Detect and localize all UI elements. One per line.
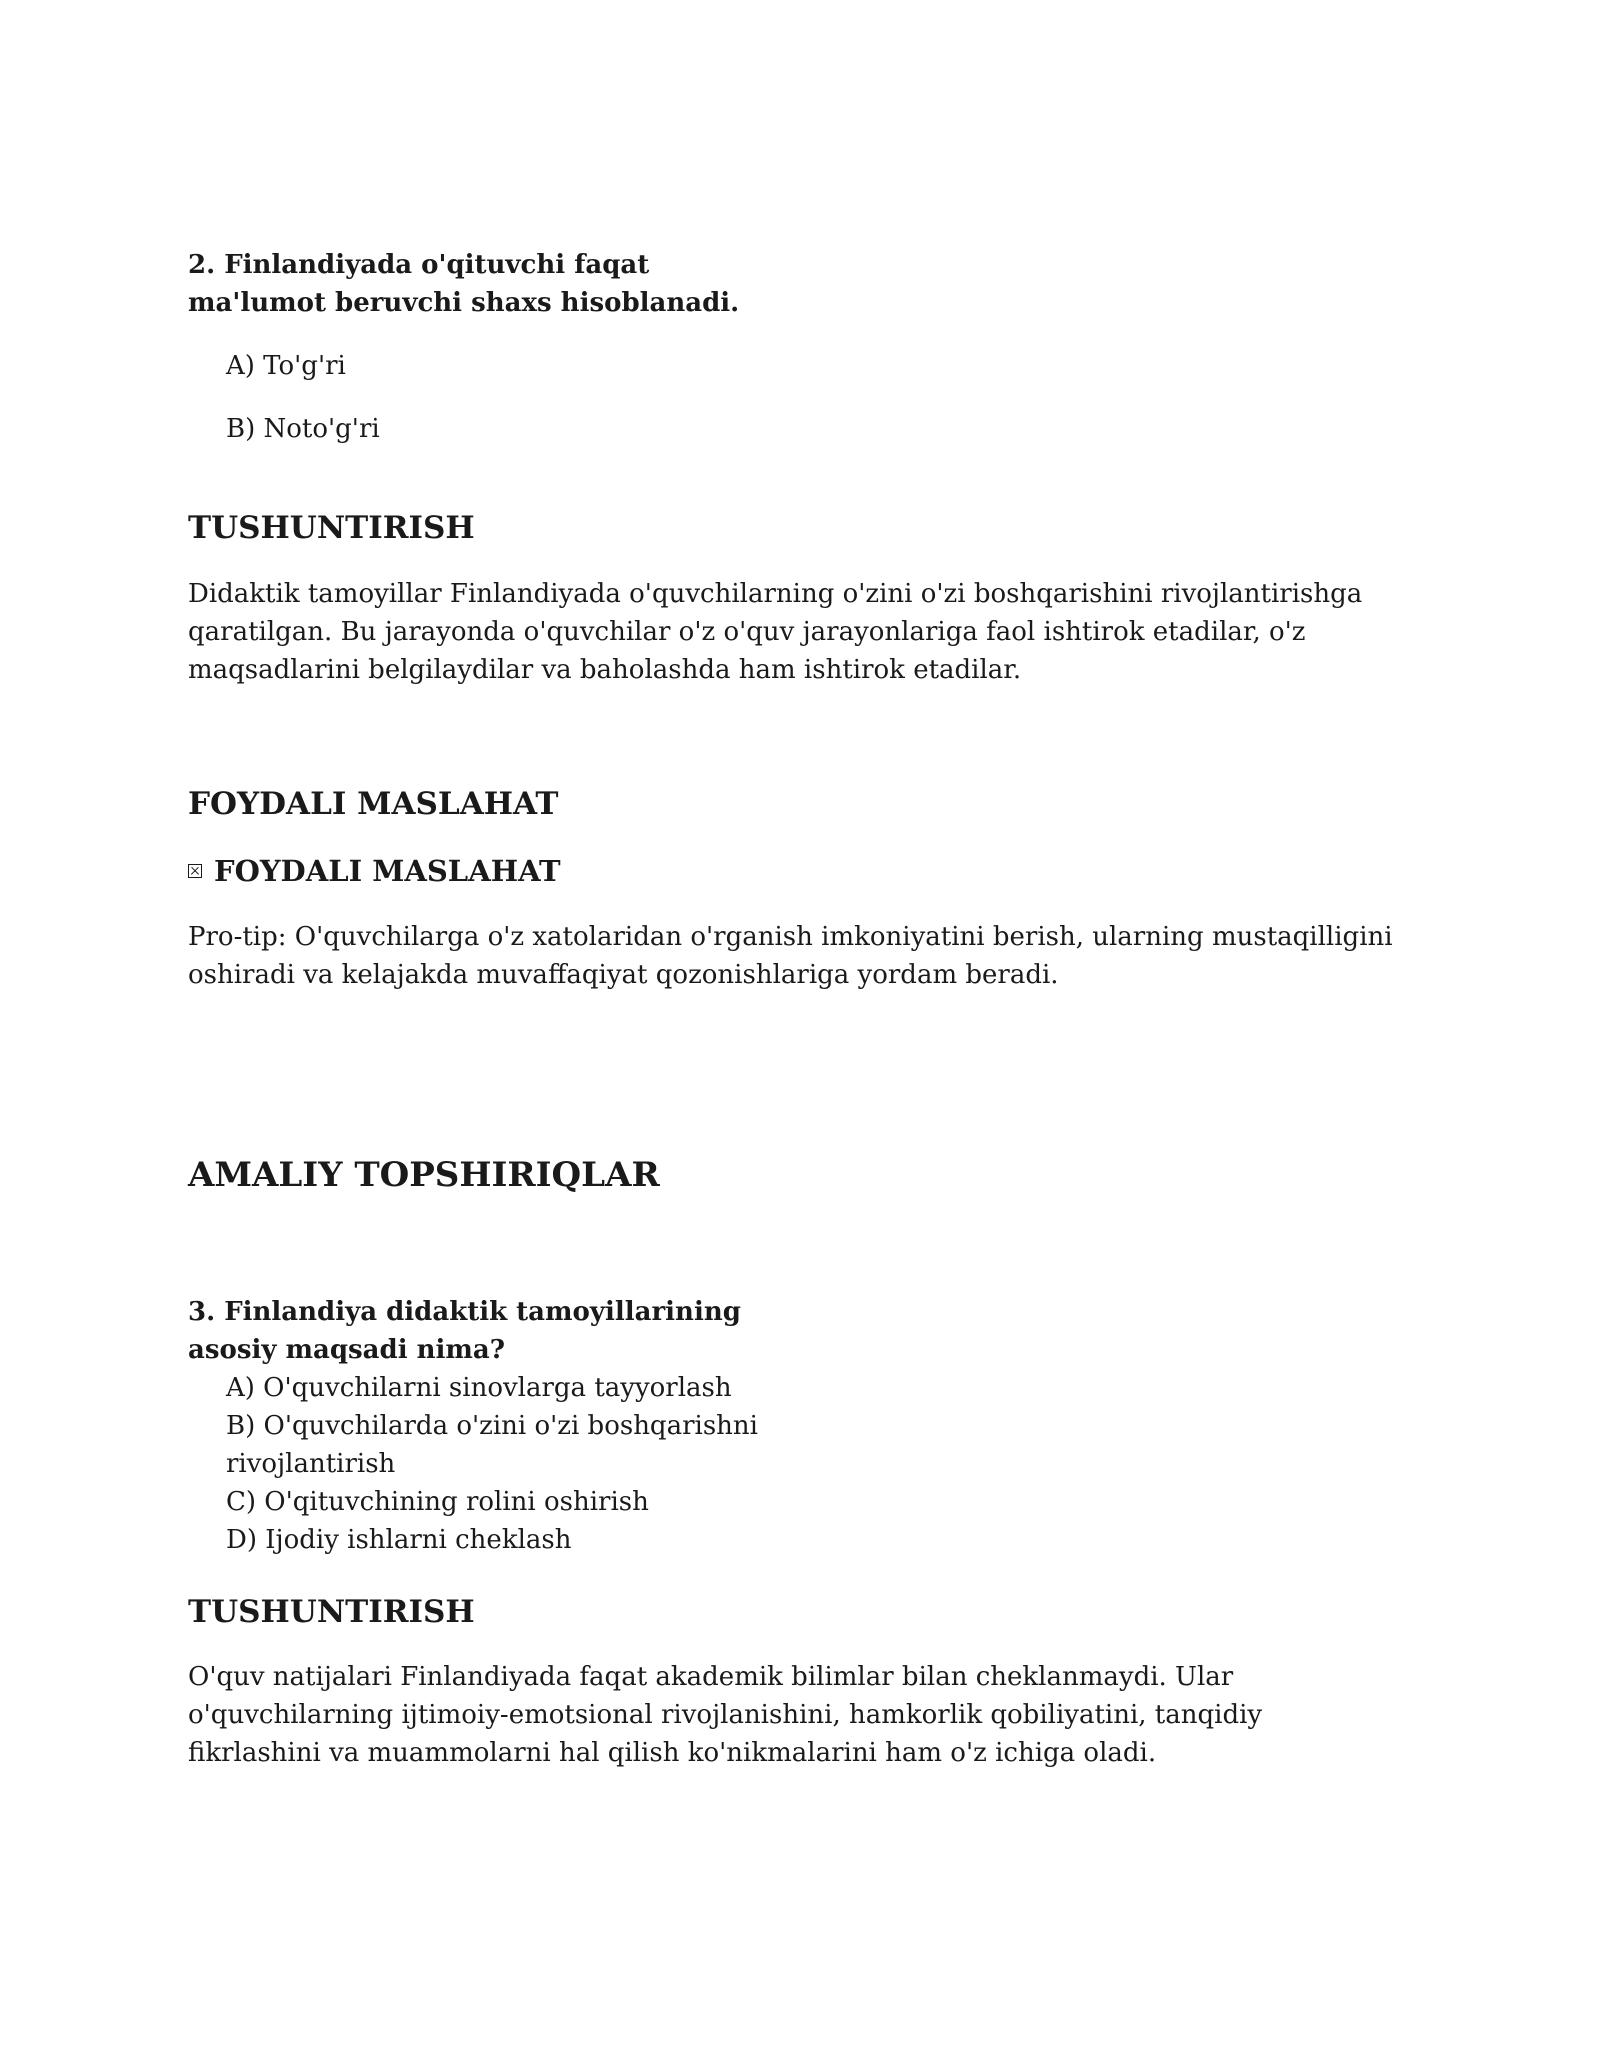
- question-3-option-d: D) Ijodiy ishlarni cheklash: [226, 1525, 572, 1555]
- tip-heading: FOYDALI MASLAHAT: [188, 786, 559, 822]
- boxed-x-icon: [188, 864, 202, 878]
- question-3-options: [226, 1369, 786, 1559]
- question-3-option-c: C) O'qituvchining rolini oshirish: [226, 1487, 649, 1517]
- question-3-option-a: A) O'quvchilarni sinovlarga tayyorlash: [226, 1373, 732, 1403]
- explanation-1-heading: TUSHUNTIRISH: [188, 510, 475, 546]
- question-3-title: 3. Finlandiya didaktik tamoyillarining asosiy maqsadi nima?: [188, 1297, 741, 1365]
- explanation-2-text: O'quv natijalari Finlandiyada faqat akademik bilimlar bilan cheklanmaydi. Ular o'quvchilarning ijtimoiy-emotsional rivojlanishini, hamkorlik qobiliyatini, tanqidiy fikrlashini va muammolarni hal qilish ko'nikmalarini ham o'z ichiga oladi.: [188, 1662, 1263, 1768]
- question-3-option-b: B) O'quvchilarda o'zini o'zi boshqarishni rivojlantirish: [226, 1411, 758, 1479]
- question-2-title: 2. Finlandiyada o'qituvchi faqat ma'lumot beruvchi shaxs hisoblanadi.: [188, 250, 740, 318]
- question-2-option-a: A) To'g'ri: [226, 351, 346, 381]
- tip-subheading-label: FOYDALI MASLAHAT: [214, 854, 561, 888]
- tip-text: Pro-tip: O'quvchilarga o'z xatolaridan o'rganish imkoniyatini berish, ularning mustaqilligini oshiradi va kelajakda muvaffaqiyat qozonishlariga yordam beradi.: [188, 922, 1393, 990]
- practical-heading: AMALIY TOPSHIRIQLAR: [188, 1155, 660, 1195]
- tip-subheading: [188, 851, 561, 891]
- explanation-2-heading: TUSHUNTIRISH: [188, 1594, 475, 1630]
- explanation-1-text: Didaktik tamoyillar Finlandiyada o'quvchilarning o'zini o'zi boshqarishini rivojlantirishga qaratilgan. Bu jarayonda o'quvchilar o'z o'quv jarayonlariga faol ishtirok etadilar, o'z maqsadlarini belgilaydilar va baholashda ham ishtirok etadilar.: [188, 579, 1363, 685]
- question-2-option-b: B) Noto'g'ri: [226, 414, 380, 444]
